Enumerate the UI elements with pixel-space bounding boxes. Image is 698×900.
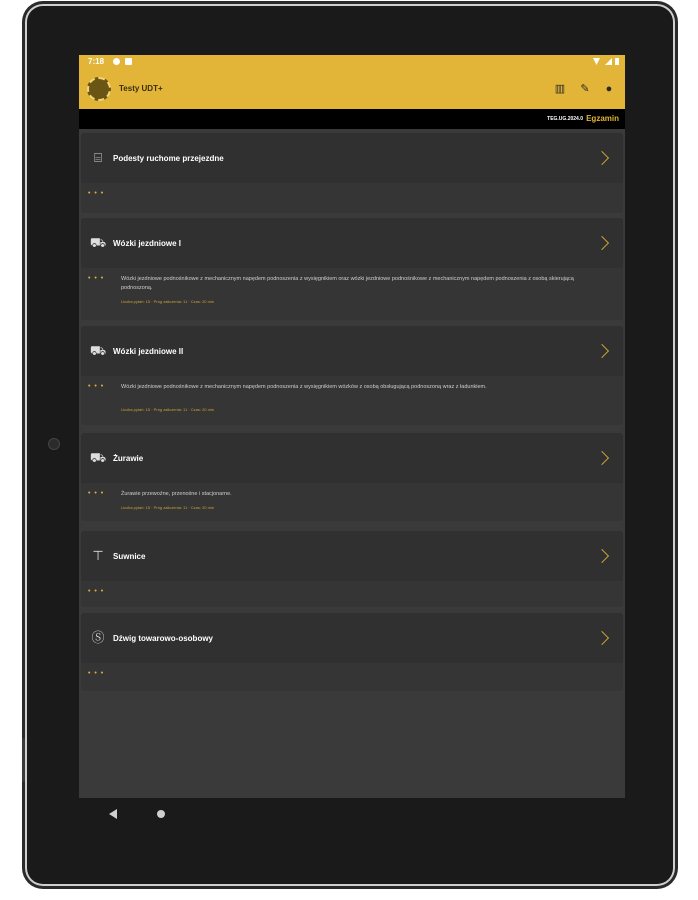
exam-user-id: TEG.UG.2024.0	[547, 116, 583, 122]
chevron-right-icon[interactable]	[595, 344, 609, 358]
category-meta: Liczba pytań: 15 · Próg zaliczenia: 11 · Czas: 20 min	[121, 299, 215, 304]
app-bar	[79, 69, 625, 109]
category-header[interactable]	[81, 218, 623, 268]
category-title: Suwnice	[113, 552, 146, 561]
category-header[interactable]	[81, 433, 623, 483]
more-dots[interactable]: • • •	[88, 190, 105, 197]
chevron-right-icon[interactable]	[595, 631, 609, 645]
category-card[interactable]	[81, 433, 623, 521]
app-logo-icon	[87, 77, 111, 101]
category-card[interactable]	[81, 613, 623, 691]
category-card[interactable]	[81, 218, 623, 320]
gantry-crane-icon: ⊤	[92, 548, 104, 563]
app-title: Testy UDT+	[119, 84, 163, 93]
category-header[interactable]	[81, 531, 623, 581]
status-bar	[79, 55, 625, 69]
wifi-icon	[593, 58, 600, 65]
chevron-right-icon[interactable]	[595, 451, 609, 465]
more-dots[interactable]: • • •	[88, 275, 105, 282]
more-dots[interactable]: • • •	[88, 588, 105, 595]
more-dots[interactable]: • • •	[88, 490, 105, 497]
battery-icon	[615, 58, 619, 65]
translate-icon[interactable]: ✎	[580, 83, 590, 95]
category-title: Wózki jezdniowe II	[113, 347, 184, 356]
category-meta: Liczba pytań: 15 · Próg zaliczenia: 11 · Czas: 20 min	[121, 407, 215, 412]
category-title: Wózki jezdniowe I	[113, 239, 182, 248]
category-card[interactable]	[81, 531, 623, 607]
side-button	[22, 738, 25, 782]
chevron-right-icon[interactable]	[595, 236, 609, 250]
stats-icon[interactable]: ▥	[554, 83, 566, 95]
camera-icon	[48, 438, 60, 450]
category-title: Dźwig towarowo-osobowy	[113, 634, 213, 643]
chevron-right-icon[interactable]	[595, 549, 609, 563]
app-screen	[79, 55, 625, 798]
signal-icon	[605, 58, 612, 65]
category-description: Wózki jezdniowe podnośnikowe z mechanicznym napędem podnoszenia z wysięgnikiem wózków z osobą obsługującą podnoszoną wraz z ładunkiem.	[121, 384, 487, 390]
hoist-hook-icon: Ⓢ	[91, 630, 105, 645]
crane-truck-icon: ⛟	[89, 450, 107, 465]
system-nav-bar	[79, 798, 625, 830]
category-card[interactable]	[81, 133, 623, 213]
exam-link[interactable]: Egzamin	[586, 114, 619, 123]
settings-icon	[113, 58, 120, 65]
category-header[interactable]	[81, 326, 623, 376]
clipboard-icon	[125, 58, 132, 65]
category-title: Żurawie	[113, 454, 144, 463]
category-header[interactable]	[81, 133, 623, 183]
forklift-icon: ⛟	[89, 343, 107, 358]
exam-bar	[79, 109, 625, 129]
category-card[interactable]	[81, 326, 623, 425]
home-icon[interactable]	[157, 810, 165, 818]
chevron-right-icon[interactable]	[595, 151, 609, 165]
category-description: Żurawie przewoźne, przenośne i stacjonarne.	[121, 491, 232, 497]
category-header[interactable]	[81, 613, 623, 663]
more-dots[interactable]: • • •	[88, 670, 105, 677]
forklift-icon: ⛟	[89, 235, 107, 250]
category-description: Wózki jezdniowe podnośnikowe z mechanicznym napędem podnoszenia z wysięgnikiem oraz wózki jezdniowe podnośnikowe z mechanicznym napędem podnoszenia z osobą skierującą podnoszoną.	[121, 276, 574, 291]
mobile-platform-icon: ⌸	[94, 150, 102, 165]
back-icon[interactable]	[109, 809, 117, 819]
category-title: Podesty ruchome przejezdne	[113, 154, 224, 163]
more-dots[interactable]: • • •	[88, 383, 105, 390]
status-time: 7:18	[88, 57, 105, 66]
category-meta: Liczba pytań: 15 · Próg zaliczenia: 11 · Czas: 20 min	[121, 505, 215, 510]
chat-icon[interactable]: ●	[605, 83, 613, 95]
